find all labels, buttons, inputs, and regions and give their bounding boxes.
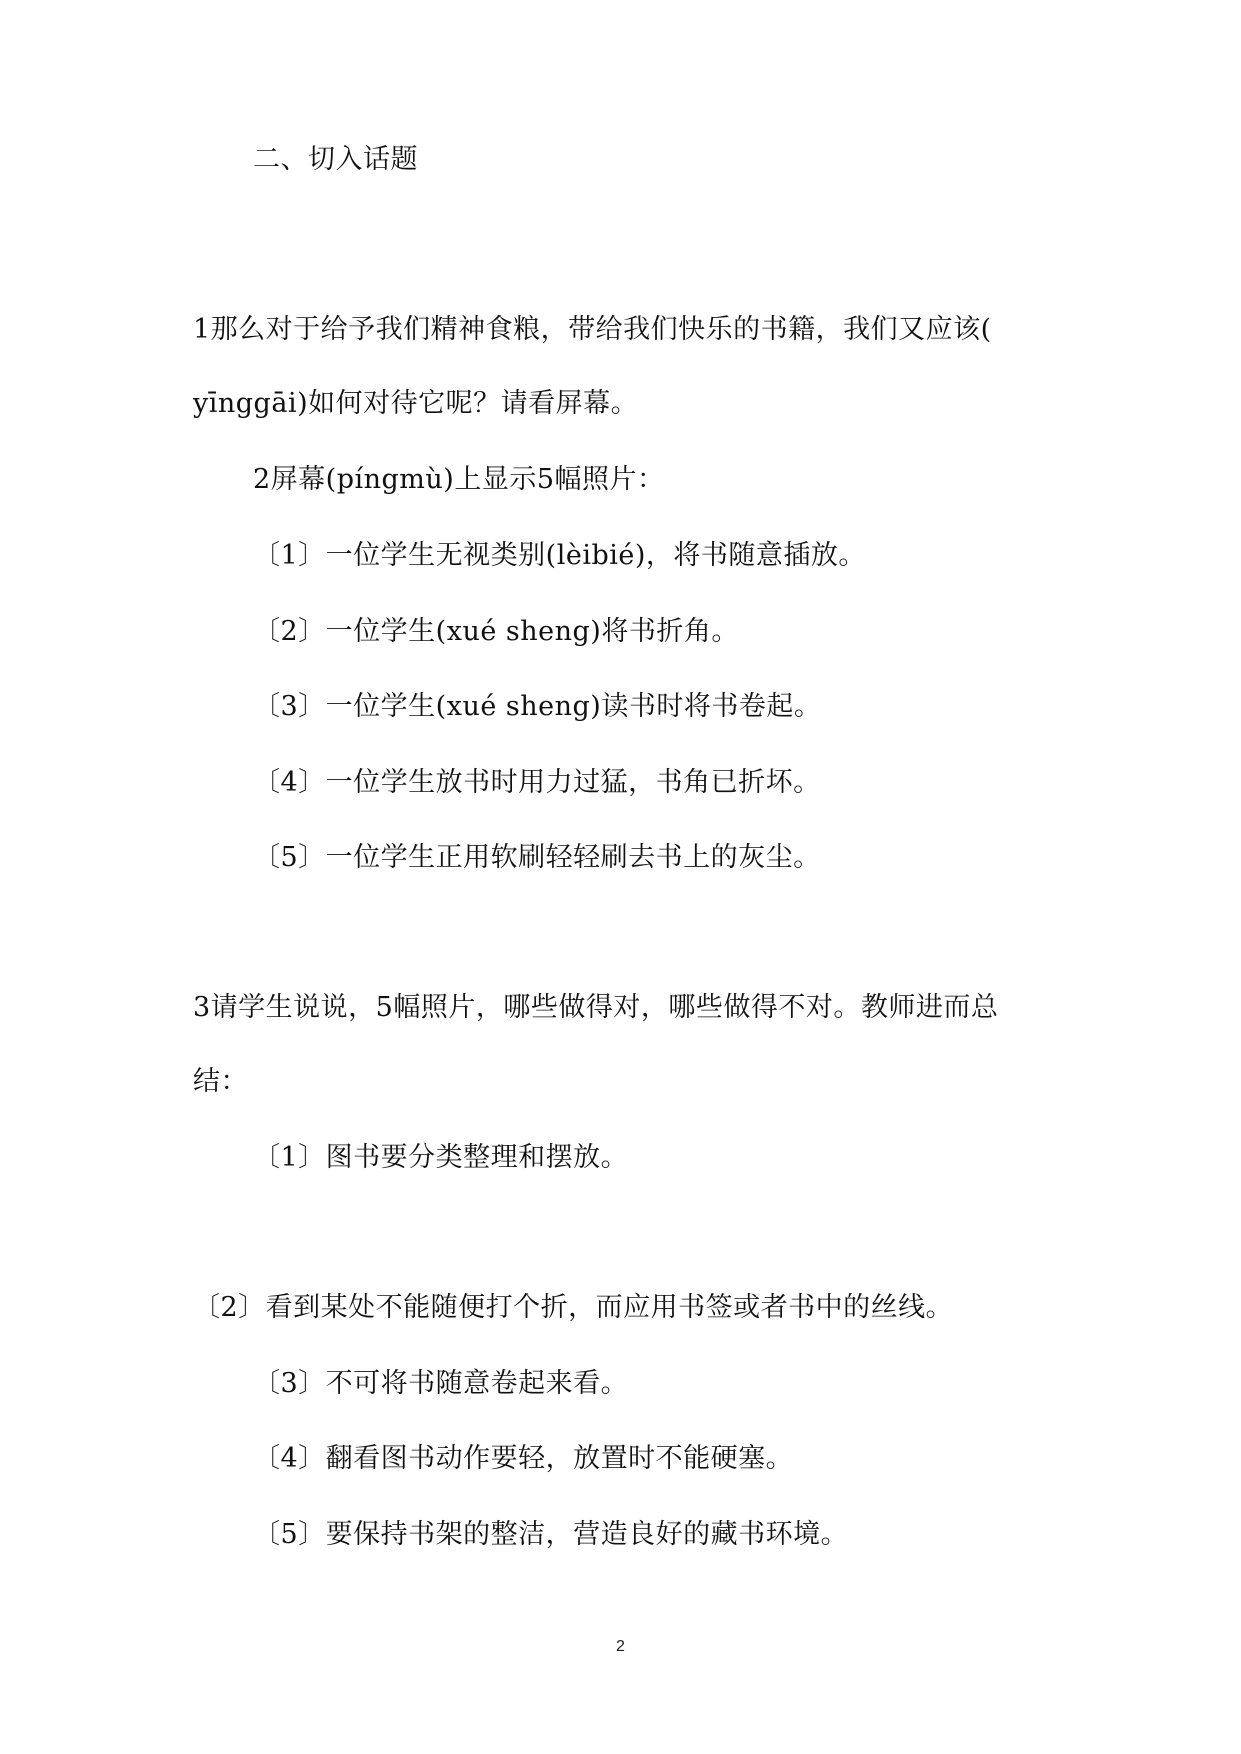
summary-item-1: 〔1〕图书要分类整理和摆放。: [253, 1142, 629, 1173]
page-number: 2: [616, 1638, 625, 1655]
photo-item-3: 〔3〕一位学生(xué sheng)读书时将书卷起。: [253, 691, 822, 722]
paragraph-3-line-1: 3请学生说说，5幅照片，哪些做得对，哪些做得不对。教师进而总: [193, 992, 999, 1023]
paragraph-1-line-1: 1那么对于给予我们精神食粮，带给我们快乐的书籍，我们又应该(: [193, 314, 992, 345]
paragraph-3-line-2: 结：: [193, 1066, 248, 1097]
photo-item-4: 〔4〕一位学生放书时用力过猛，书角已折坏。: [253, 767, 821, 798]
photo-item-2: 〔2〕一位学生(xué sheng)将书折角。: [253, 616, 739, 647]
section-heading: 二、切入话题: [253, 144, 418, 175]
summary-item-5: 〔5〕要保持书架的整洁，营造良好的藏书环境。: [253, 1519, 849, 1550]
photo-item-1: 〔1〕一位学生无视类别(lèibié)，将书随意插放。: [253, 540, 866, 571]
summary-item-4: 〔4〕翻看图书动作要轻，放置时不能硬塞。: [253, 1443, 794, 1474]
photo-item-5: 〔5〕一位学生正用软刷轻轻刷去书上的灰尘。: [253, 842, 821, 873]
paragraph-1-line-2: yīnggāi)如何对待它呢？请看屏幕。: [193, 388, 639, 419]
paragraph-2: 2屏幕(píngmù)上显示5幅照片：: [253, 464, 665, 495]
summary-item-2: 〔2〕看到某处不能随便打个折，而应用书签或者书中的丝线。: [193, 1292, 954, 1323]
summary-item-3: 〔3〕不可将书随意卷起来看。: [253, 1368, 629, 1399]
